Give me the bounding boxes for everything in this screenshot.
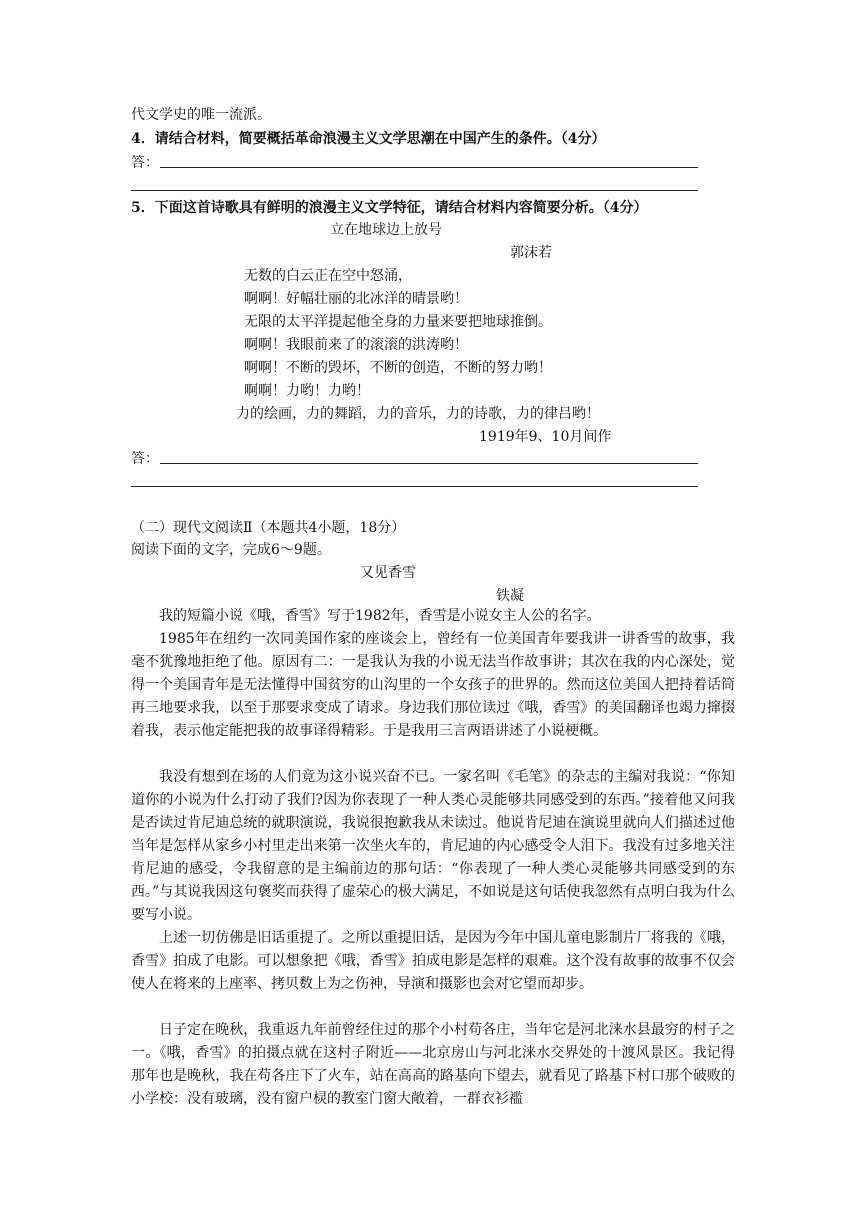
q4-answer-line-2 [131,190,698,191]
story-paragraph: 我没有想到在场的人们竟为这小说兴奋不已。一家名叫《毛笔》的杂志的主编对我说：“你知道你的小说为什么打动了我们?因为你表现了一种人类心灵能够共同感受到的东西。”接着他又问我是否读过肯尼迪总统的就职演说，我说很抱歉我从未读过。他说肯尼迪在演说里就向人们描述过他当年是怎样从家乡小村里走出来第一次坐火车的，肯尼迪的内心感受令人泪下。我没有过多地关注肯尼迪的感受，令我留意的是主编前边的那句话：“你表现了一种人类心灵能够共同感受到的东西。”与其说我因这句褒奖而获得了虚荣心的极大满足，不如说是这句话使我忽然有点明白我为什么要写小说。 [131,769,735,923]
q5-answer-line-2 [131,486,698,487]
q5-answer-line-1 [160,463,698,464]
section-heading: （二）现代文阅读Ⅱ（本题共4小题，18分） [131,520,406,536]
story-title: 又见香雪 [360,565,416,581]
q5-answer-label: 答： [131,451,159,467]
poem-line: 啊啊！力哟！力哟！ [244,383,370,399]
question-4: 4．请结合材料，简要概括革命浪漫主义文学思潮在中国产生的条件。（4分） [131,131,606,147]
story-paragraph: 上述一切仿佛是旧话重提了。之所以重提旧话，是因为今年中国儿童电影制片厂将我的《哦，香雪》拍成了电影。可以想象把《哦，香雪》拍成电影是怎样的艰难。这个没有故事的故事不仅会使人在将来的上座率、拷贝数上为之伤神，导演和摄影也会对它望而却步。 [131,930,735,992]
intro-tail-text: 代文学史的唯一流派。 [131,107,271,123]
story-paragraph: 我的短篇小说《哦，香雪》写于1982年，香雪是小说女主人公的名字。 [159,608,601,624]
poem-author: 郭沫若 [510,245,552,261]
poem-line: 无数的白云正在空中怒涌， [244,268,412,284]
poem-line: 啊啊！不断的毁坏，不断的创造，不断的努力哟！ [244,360,552,376]
question-5: 5．下面这首诗歌具有鲜明的浪漫主义文学特征，请结合材料内容简要分析。（4分） [131,200,648,216]
story-paragraph: 日子定在晚秋，我重返九年前曾经住过的那个小村苟各庄，当年它是河北涞水县最穷的村子之一。《哦，香雪》的拍摄点就在这村子附近——北京房山与河北涞水交界处的十渡风景区。我记得那年也是晚秋，我在苟各庄下了火车，站在高高的路基向下望去，就看见了路基下村口那个破败的小学校：没有玻璃，没有窗户棂的教室门窗大敞着，一群衣衫褴 [131,1022,735,1107]
poem-line: 啊啊！我眼前来了的滚滚的洪涛哟！ [244,337,468,353]
poem-line: 无限的太平洋提起他全身的力量来要把地球推倒。 [244,314,552,330]
q4-answer-line-1 [160,167,698,168]
poem-date: 1919年9、10月间作 [479,429,612,445]
poem-title: 立在地球边上放号 [330,222,442,238]
story-paragraph: 1985年在纽约一次同美国作家的座谈会上，曾经有一位美国青年要我讲一讲香雪的故事，我毫不犹豫地拒绝了他。原因有二：一是我认为我的小说无法当作故事讲；其次在我的内心深处，觉得一个美国青年是无法懂得中国贫穷的山沟里的一个女孩子的世界的。然而这位美国人把持着话筒再三地要求我，以至于那要求变成了请求。身边我们那位读过《哦，香雪》的美国翻译也竭力撺掇着我，表示他定能把我的故事译得精彩。于是我用三言两语讲述了小说梗概。 [131,631,735,739]
poem-line: 力的绘画，力的舞蹈，力的音乐，力的诗歌，力的律吕哟！ [236,406,600,422]
q4-answer-label: 答： [131,155,159,171]
section-instruction: 阅读下面的文字，完成6～9题。 [131,542,331,558]
story-author: 铁凝 [496,588,524,604]
poem-line: 啊啊！好幅壮丽的北冰洋的晴景哟！ [244,291,468,307]
